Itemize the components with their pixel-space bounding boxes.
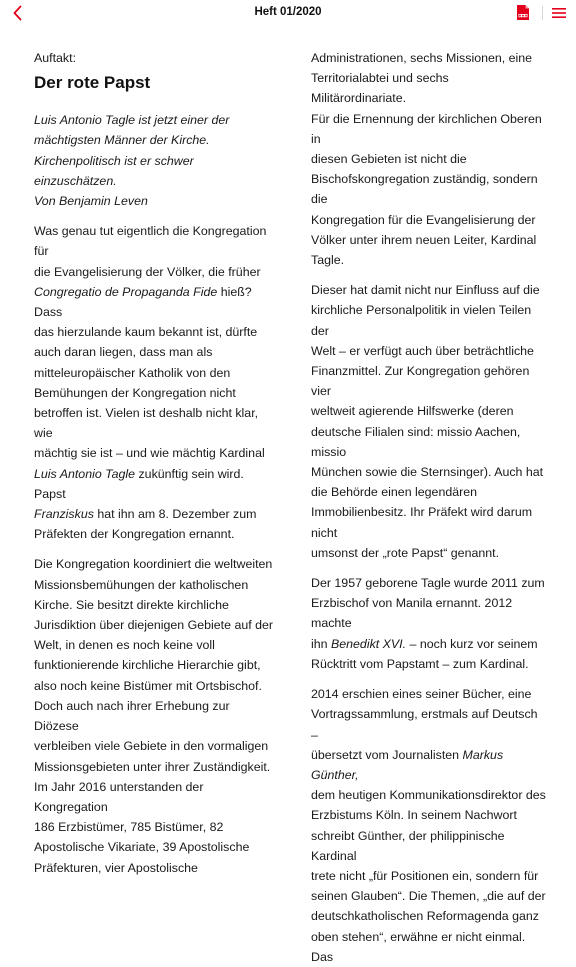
article-headline: Der rote Papst — [34, 73, 151, 93]
text-run: München sowie die Sternsinger). Auch hat — [311, 465, 544, 480]
article-left-column — [34, 48, 274, 878]
paragraph-line — [311, 361, 547, 401]
menu-icon — [551, 6, 567, 20]
text-run: Tagle. — [311, 253, 345, 268]
paragraph-line — [34, 615, 274, 635]
paragraph-line — [311, 745, 547, 785]
text-run: Der 1957 geborene Tagle wurde 2011 zum — [311, 576, 545, 591]
article-paragraph — [34, 221, 274, 544]
paragraph-line — [311, 634, 547, 654]
lead-line: Kirchenpolitisch ist er schwer einzuschätzen. — [34, 153, 194, 188]
italic-text: Congregatio de Propaganda Fide — [34, 284, 218, 299]
text-run: Präfekten der Kongregation ernannt. — [34, 527, 235, 542]
paragraph-line — [34, 282, 274, 322]
text-run: funktionierende kirchliche Hierarchie gibt, — [34, 658, 261, 673]
lead-line: Luis Antonio Tagle ist jetzt einer der — [34, 113, 230, 128]
paragraph-line — [311, 502, 547, 542]
article-paragraph — [311, 48, 547, 270]
text-run: Jurisdiktion über diejenigen Gebiete auf der — [34, 618, 274, 633]
text-run: diesen Gebieten ist nicht die — [311, 152, 467, 167]
paragraph-line — [34, 655, 274, 675]
menu-button[interactable] — [551, 6, 567, 20]
paragraph-line — [34, 322, 274, 342]
text-run: Apostolische Vikariate, 39 Apostolische — [34, 840, 250, 855]
paragraph-line — [311, 927, 547, 967]
text-run: Finanzmittel. Zur Kongregation gehören vier — [311, 364, 530, 399]
paragraph-line — [311, 482, 547, 502]
text-run: 186 Erzbistümer, 785 Bistümer, 82 — [34, 820, 224, 835]
paragraph-line — [34, 363, 274, 383]
paragraph-line — [34, 575, 274, 595]
paragraph-line — [34, 383, 274, 403]
text-run: Immobilienbesitz. Ihr Präfekt wird darum nicht — [311, 505, 533, 540]
article-lead — [34, 110, 274, 211]
issue-title: Heft 01/2020 — [254, 6, 322, 18]
text-run: weltweit agierende Hilfswerke (deren — [311, 404, 514, 419]
paragraph-line — [34, 403, 274, 443]
text-run: hieß? Dass — [34, 284, 252, 320]
text-run: ihn — [311, 636, 331, 651]
text-run: Kirche. Sie besitzt direkte kirchliche — [34, 597, 229, 612]
text-run: Rücktritt vom Papstamt – zum Kardinal. — [311, 656, 529, 671]
article-right-column — [311, 48, 547, 967]
paragraph-line — [34, 777, 274, 817]
text-run: die Behörde einen legendären — [311, 485, 478, 500]
paragraph-line — [34, 736, 274, 756]
paragraph-line — [311, 149, 547, 169]
text-run: Vortragssammlung, erstmals auf Deutsch – — [311, 707, 538, 742]
text-run: auch daran liegen, dass man als — [34, 345, 213, 360]
paragraph-line — [311, 230, 547, 250]
paragraph-line — [311, 785, 547, 805]
paragraph-line — [311, 169, 547, 209]
text-run: trete nicht „für Positionen ein, sondern für — [311, 868, 539, 883]
paragraph-line — [311, 250, 547, 270]
paragraph-line — [311, 593, 547, 633]
paragraph-line — [34, 858, 274, 878]
article-kicker: Auftakt: — [34, 51, 77, 65]
text-run: Kongregation für die Evangelisierung der — [311, 212, 536, 227]
text-run: 2014 erschien eines seiner Bücher, eine — [311, 687, 532, 702]
paragraph-line — [311, 341, 547, 361]
paragraph-line — [34, 817, 274, 837]
italic-text: Luis Antonio Tagle — [34, 466, 136, 481]
italic-text: Franziskus — [34, 507, 94, 522]
paragraph-line — [311, 866, 547, 886]
paragraph-line — [311, 210, 547, 230]
text-run: Dieser hat damit nicht nur Einfluss auf die — [311, 283, 540, 298]
article-body-left — [34, 221, 274, 878]
paragraph-line — [34, 221, 274, 261]
paragraph-line — [311, 68, 547, 108]
paragraph-line — [311, 906, 547, 926]
text-run: oben stehen“, erwähne er nicht einmal. Das — [311, 929, 526, 964]
paragraph-line — [34, 635, 274, 655]
italic-text: Benedikt XVI. — [330, 636, 407, 651]
paragraph-line — [34, 443, 274, 463]
italic-text: Markus Günther, — [311, 747, 504, 782]
paragraph-line — [34, 524, 274, 544]
pdf-button[interactable] — [516, 4, 530, 21]
paragraph-line — [311, 462, 547, 482]
text-run: Im Jahr 2016 unterstanden der Kongregation — [34, 779, 204, 814]
paragraph-line — [34, 342, 274, 362]
lead-byline: Von Benjamin Leven — [34, 194, 148, 209]
article-paragraph — [34, 554, 274, 877]
paragraph-line — [311, 48, 547, 68]
text-run: mächtig sie ist – und wie mächtig Kardinal — [34, 446, 265, 461]
text-run: Missionsgebieten unter ihrer Zuständigkeit. — [34, 759, 271, 774]
paragraph-line — [311, 654, 547, 674]
text-run: seinen Glauben“. Die Themen, „die auf der — [311, 889, 546, 904]
text-run: umsonst der „rote Papst“ genannt. — [311, 545, 500, 560]
text-run: deutschkatholischen Reformagenda ganz — [311, 909, 539, 924]
paragraph-line — [311, 401, 547, 421]
article-paragraph — [311, 684, 547, 967]
paragraph-line — [311, 704, 547, 744]
article-body-right — [311, 48, 547, 967]
text-run: Bischofskongregation zuständig, sondern die — [311, 172, 538, 207]
paragraph-line — [311, 805, 547, 825]
lead-line: mächtigsten Männer der Kirche. — [34, 133, 210, 148]
text-run: Die Kongregation koordiniert die weltweiten — [34, 557, 273, 572]
paragraph-line — [34, 464, 274, 504]
article-paragraph — [311, 573, 547, 674]
paragraph-line — [311, 573, 547, 593]
paragraph-line — [34, 504, 274, 524]
paragraph-line — [311, 543, 547, 563]
text-run: mitteleuropäischer Katholik von den — [34, 365, 231, 380]
paragraph-line — [34, 757, 274, 777]
paragraph-line — [34, 262, 274, 282]
paragraph-line — [34, 837, 274, 857]
text-run: Administrationen, sechs Missionen, eine — [311, 51, 533, 65]
text-run: Präfekturen, vier Apostolische — [34, 860, 198, 875]
text-run: verbleiben viele Gebiete in den vormaligen — [34, 739, 269, 754]
text-run: Welt, in denen es noch keine voll — [34, 638, 215, 653]
article-paragraph — [311, 280, 547, 563]
paragraph-line — [311, 886, 547, 906]
text-run: das hierzulande kaum bekannt ist, dürfte — [34, 325, 258, 340]
text-run: also noch keine Bistümer mit Ortsbischof. — [34, 678, 262, 693]
text-run: betroffen ist. Vielen ist deshalb nicht klar, wie — [34, 406, 259, 441]
toolbar-divider — [542, 6, 543, 20]
paragraph-line — [34, 554, 274, 574]
pdf-icon — [516, 4, 530, 21]
text-run: Welt – er verfügt auch über beträchtliche — [311, 343, 534, 358]
text-run: Territorialabtei und sechs Militärordinariate. — [311, 71, 449, 106]
text-run: Für die Ernennung der kirchlichen Oberen in — [311, 111, 542, 146]
text-run: deutsche Filialen sind: missio Aachen, missio — [311, 424, 521, 459]
text-run: Völker unter ihrem neuen Leiter, Kardinal — [311, 232, 537, 247]
text-run: kirchliche Personalpolitik in vielen Teilen der — [311, 303, 532, 338]
text-run: Doch auch nach ihrer Erhebung zur Diözese — [34, 698, 230, 734]
paragraph-line — [311, 280, 547, 300]
paragraph-line — [34, 676, 274, 696]
text-run: Missionsbemühungen der katholischen — [34, 577, 249, 592]
text-run: Bemühungen der Kongregation nicht — [34, 385, 236, 400]
paragraph-line — [311, 422, 547, 462]
text-run: zukünftig sein wird. Papst — [34, 466, 244, 501]
paragraph-line — [311, 300, 547, 340]
text-run: – noch kurz vor seinem — [406, 636, 538, 651]
text-run: übersetzt vom Journalisten — [311, 747, 463, 762]
text-run: die Evangelisierung der Völker, die früher — [34, 264, 261, 279]
paragraph-line — [311, 826, 547, 866]
text-run: hat ihn am 8. Dezember zum — [93, 507, 257, 522]
text-run: dem heutigen Kommunikationsdirektor des — [311, 788, 546, 803]
paragraph-line — [34, 696, 274, 736]
top-bar — [0, 0, 576, 26]
paragraph-line — [311, 684, 547, 704]
text-run: schreibt Günther, der philippinische Kardinal — [311, 828, 505, 863]
paragraph-line — [311, 109, 547, 149]
text-run: Erzbischof von Manila ernannt. 2012 machte — [311, 596, 513, 631]
text-run: Was genau tut eigentlich die Kongregation für — [34, 224, 267, 259]
paragraph-line — [34, 595, 274, 615]
text-run: Erzbistums Köln. In seinem Nachwort — [311, 808, 517, 823]
